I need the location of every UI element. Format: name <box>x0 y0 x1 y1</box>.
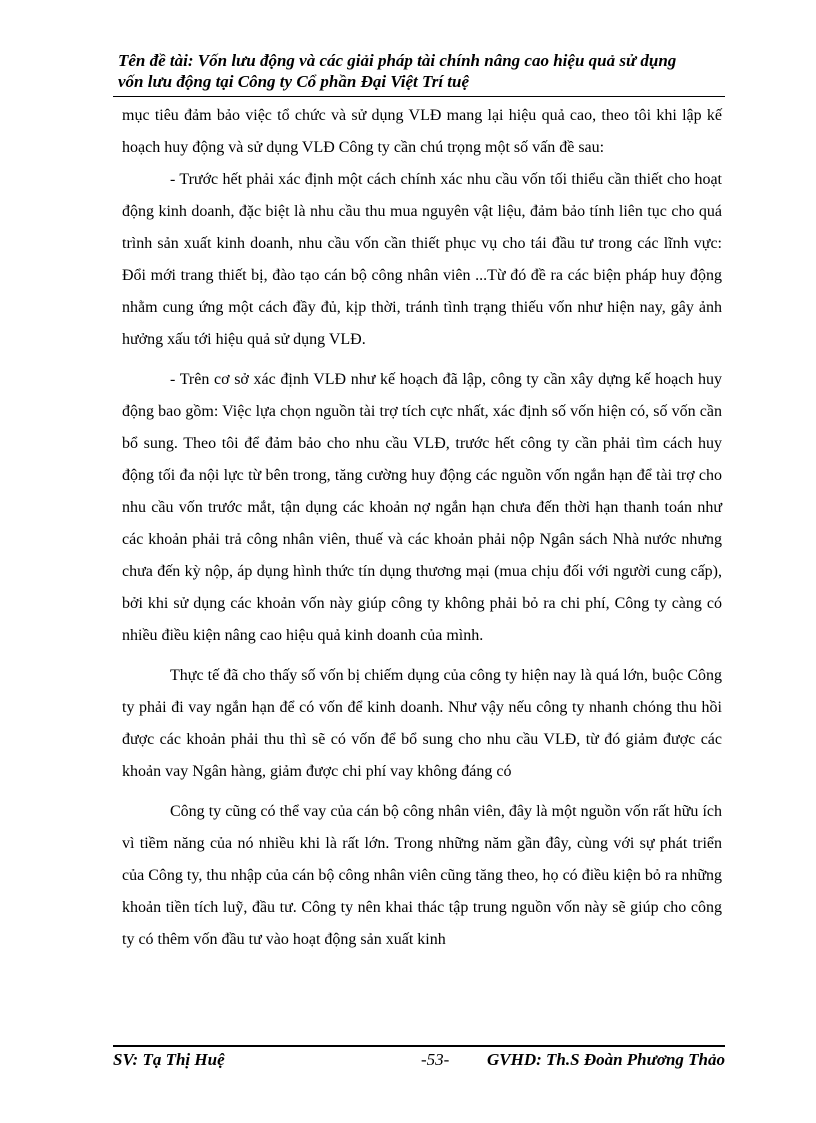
page-footer <box>113 1050 725 1074</box>
paragraph-3: - Trên cơ sở xác định VLĐ như kế hoạch đã lập, công ty cần xây dựng kế hoạch huy động bao gồm: Việc lựa chọn nguồn tài trợ tích cực nhất, xác định số vốn hiện có, số vốn cần bổ sung. Theo tôi để đảm bảo cho nhu cầu VLĐ, trước hết công ty cần phải tìm cách huy động tối đa nội lực từ bên trong, tăng cường huy động các nguồn vốn ngắn hạn để tài trợ cho nhu cầu vốn trước mắt, tận dụng các khoản nợ ngắn hạn chưa đến thời hạn thanh toán như các khoản phải trả công nhân viên, thuế và các khoản phải nộp Ngân sách Nhà nước nhưng chưa đến kỳ nộp, áp dụng hình thức tín dụng thương mại (mua chịu đối với người cung cấp), bởi khi sử dụng các khoản vốn này giúp công ty không phải bỏ ra chi phí, Công ty càng có nhiều điều kiện nâng cao hiệu quả kinh doanh của mình. <box>122 371 722 644</box>
paragraph-4: Thực tế đã cho thấy số vốn bị chiếm dụng của công ty hiện nay là quá lớn, buộc Công ty phải đi vay ngắn hạn để có vốn để kinh doanh. Như vậy nếu công ty nhanh chóng thu hồi được các khoản phải thu thì sẽ có vốn để bổ sung cho nhu cầu VLĐ, từ đó giảm được các khoản vay Ngân hàng, giảm được chi phí vay không đáng có <box>122 667 722 780</box>
page-header <box>118 50 718 92</box>
paragraph-5: Công ty cũng có thể vay của cán bộ công nhân viên, đây là một nguồn vốn rất hữu ích vì tiềm năng của nó nhiều khi là rất lớn. Trong những năm gần đây, cùng với sự phát triển của Công ty, thu nhập của cán bộ công nhân viên cũng tăng theo, họ có điều kiện bỏ ra những khoản tiền tích luỹ, đầu tư. Công ty nên khai thác tập trung nguồn vốn này sẽ giúp cho công ty có thêm vốn đầu tư vào hoạt động sản xuất kinh <box>122 803 722 948</box>
header-divider <box>113 96 725 97</box>
paragraph-2: - Trước hết phải xác định một cách chính xác nhu cầu vốn tối thiểu cần thiết cho hoạt động kinh doanh, đặc biệt là nhu cầu thu mua nguyên vật liệu, đảm bảo tính liên tục cho quá trình sản xuất kinh doanh, nhu cầu vốn cần thiết phục vụ cho tái đầu tư trong các lĩnh vực: Đổi mới trang thiết bị, đào tạo cán bộ công nhân viên ...Từ đó đề ra các biện pháp huy động nhằm cung ứng một cách đầy đủ, kịp thời, tránh tình trạng thiếu vốn như hiện nay, gây ảnh hưởng xấu tới hiệu quả sử dụng VLĐ. <box>122 171 722 348</box>
header-title-line-1: Tên đề tài: Vốn lưu động và các giải pháp tài chính nâng cao hiệu quả sử dụng <box>118 51 677 70</box>
footer-advisor: GVHD: Th.S Đoàn Phương Thảo <box>487 1050 725 1069</box>
paragraph-1: mục tiêu đảm bảo việc tổ chức và sử dụng VLĐ mang lại hiệu quả cao, theo tôi khi lập kế hoạch huy động và sử dụng VLĐ Công ty cần chú trọng một số vấn đề sau: <box>122 107 722 156</box>
header-title-line-2: vốn lưu động tại Công ty Cổ phần Đại Việt Trí tuệ <box>118 72 470 91</box>
footer-student: SV: Tạ Thị Huệ <box>113 1050 225 1069</box>
document-body <box>122 100 722 956</box>
page-number: -53- <box>421 1050 450 1069</box>
footer-divider <box>113 1045 725 1047</box>
